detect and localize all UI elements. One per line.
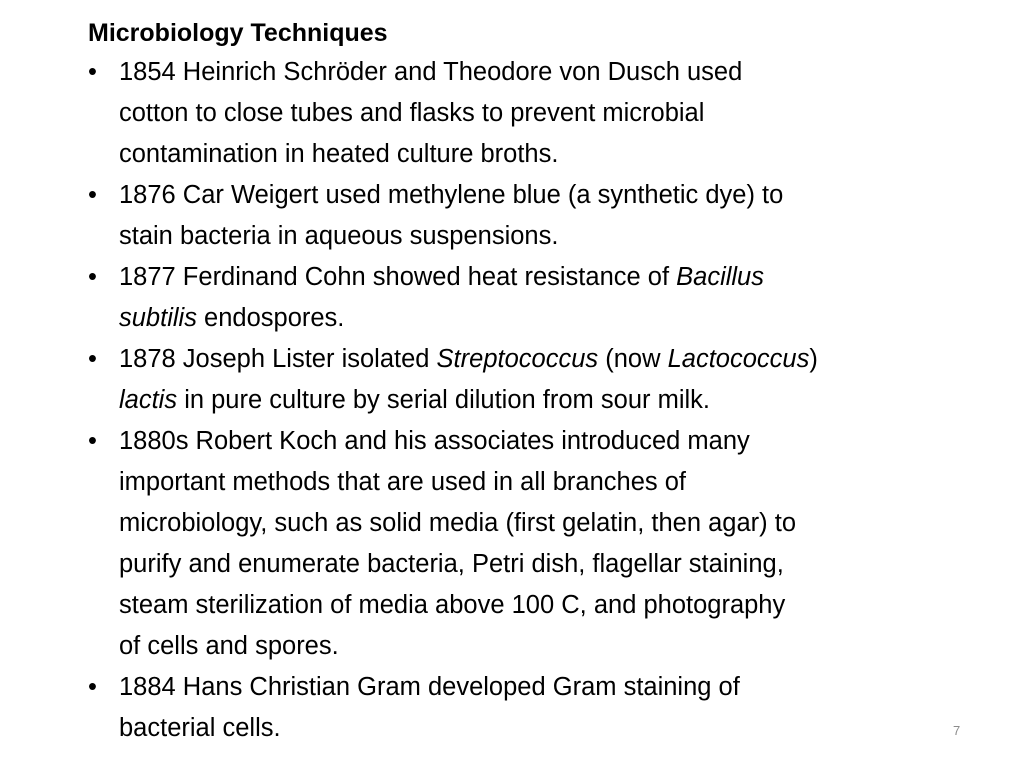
bullet-line [119, 339, 968, 380]
bullet-line [119, 216, 968, 257]
bullet-item [88, 175, 968, 257]
text-run: 1878 Joseph Lister isolated [119, 345, 437, 373]
text-run: bacterial cells. [119, 714, 281, 742]
bullet-line [119, 503, 968, 544]
bullet-line [119, 93, 968, 134]
bullet-list [88, 52, 968, 749]
italic-text: Streptococcus [436, 345, 599, 373]
bullet-line [119, 421, 968, 462]
italic-text: lactis [119, 386, 178, 414]
bullet-line [119, 544, 968, 585]
bullet-line [119, 708, 968, 749]
text-run: 1884 Hans Christian Gram developed Gram staining of [119, 673, 740, 701]
bullet-icon: • [88, 263, 97, 291]
bullet-item [88, 52, 968, 175]
text-run: of cells and spores. [119, 632, 339, 660]
bullet-icon: • [88, 427, 97, 455]
text-run: 1876 Car Weigert used methylene blue (a synthetic dye) to [119, 181, 784, 209]
bullet-line [119, 257, 968, 298]
bullet-item [88, 257, 968, 339]
italic-text: subtilis [119, 304, 197, 332]
italic-text: Lactococcus [667, 345, 810, 373]
bullet-line [119, 175, 968, 216]
page-number: 7 [953, 723, 961, 738]
text-run: purify and enumerate bacteria, Petri dish, flagellar staining, [119, 550, 784, 578]
bullet-icon: • [88, 673, 97, 701]
slide-content [88, 14, 968, 749]
text-run: steam sterilization of media above 100 C, and photography [119, 591, 786, 619]
bullet-item [88, 339, 968, 421]
text-run: 1880s Robert Koch and his associates introduced many [119, 427, 750, 455]
italic-text: Bacillus [676, 263, 764, 291]
text-run: stain bacteria in aqueous suspensions. [119, 222, 559, 250]
bullet-line [119, 462, 968, 503]
text-run: microbiology, such as solid media (first gelatin, then agar) to [119, 509, 797, 537]
bullet-icon: • [88, 58, 97, 86]
bullet-item [88, 667, 968, 749]
text-run: cotton to close tubes and flasks to prevent microbial [119, 99, 705, 127]
bullet-icon: • [88, 345, 97, 373]
text-run: 1877 Ferdinand Cohn showed heat resistance of [119, 263, 677, 291]
bullet-line [119, 52, 968, 93]
text-run: contamination in heated culture broths. [119, 140, 559, 168]
bullet-line [119, 380, 968, 421]
bullet-line [119, 626, 968, 667]
bullet-line [119, 298, 968, 339]
bullet-icon: • [88, 181, 97, 209]
text-run: (now [598, 345, 668, 373]
text-run: in pure culture by serial dilution from sour milk. [177, 386, 710, 414]
text-run: endospores. [196, 304, 345, 332]
bullet-line [119, 585, 968, 626]
bullet-line [119, 134, 968, 175]
bullet-line [119, 667, 968, 708]
bullet-item [88, 421, 968, 667]
slide-title: Microbiology Techniques [88, 19, 388, 47]
text-run: 1854 Heinrich Schröder and Theodore von Dusch used [119, 58, 743, 86]
text-run: important methods that are used in all branches of [119, 468, 686, 496]
text-run: ) [809, 345, 818, 373]
